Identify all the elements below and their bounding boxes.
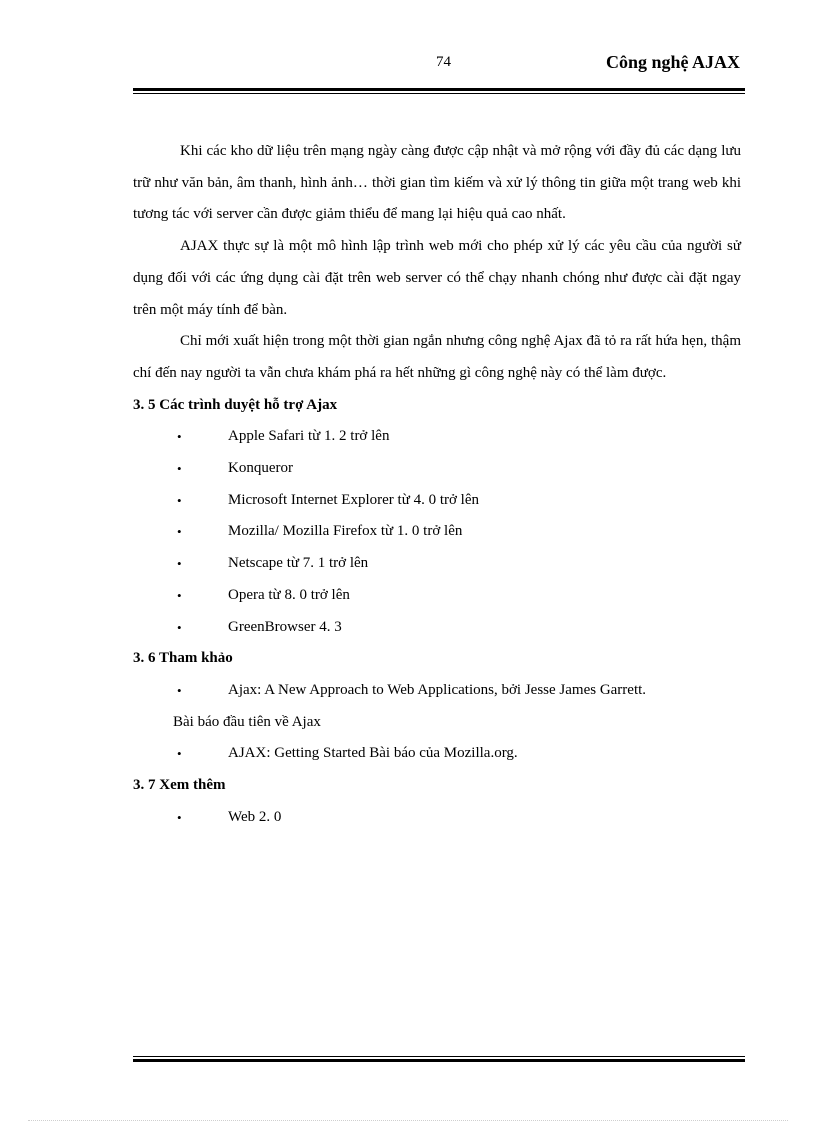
footer-rule-thin	[133, 1056, 745, 1057]
list-item-text: Konqueror	[228, 460, 293, 477]
document-body	[133, 136, 741, 833]
list-item-text: Netscape từ 7. 1 trở lên	[228, 555, 369, 572]
paragraph-2: AJAX thực sự là một mô hình lập trình web mới cho phép xử lý các yêu cầu của người sử dụng đối với các ứng dụng cài đặt trên web server có thể chạy nhanh chóng như được cài đặt ngay trên một máy tính để bàn.	[133, 238, 741, 318]
list-item-text: GreenBrowser 4. 3	[228, 618, 342, 635]
list-item	[133, 421, 741, 453]
see-also-list	[133, 802, 741, 834]
header-rule-thin	[133, 93, 745, 94]
list-item-text: Opera từ 8. 0 trở lên	[228, 586, 350, 603]
list-item	[133, 485, 741, 517]
bullet-icon: •	[177, 492, 182, 508]
list-item	[133, 548, 741, 580]
bullet-icon: •	[177, 429, 182, 445]
bullet-icon: •	[177, 746, 182, 762]
header-title: Công nghệ AJAX	[605, 52, 740, 72]
list-item-text: Web 2. 0	[228, 808, 282, 825]
list-item-text: Mozilla/ Mozilla Firefox từ 1. 0 trở lên	[228, 523, 463, 540]
page-number: 74	[436, 54, 451, 70]
bullet-icon: •	[177, 619, 182, 635]
list-item	[133, 738, 741, 770]
list-item	[133, 802, 741, 834]
header-rule-thick	[133, 88, 745, 91]
reference-list	[133, 675, 741, 707]
footer-rule-thick	[133, 1059, 745, 1062]
list-item-text: Ajax: A New Approach to Web Applications, bởi Jesse James Garrett.	[228, 681, 647, 698]
list-item	[133, 612, 741, 644]
browser-list	[133, 421, 741, 643]
bullet-icon: •	[177, 524, 182, 540]
paragraph-3: Chỉ mới xuất hiện trong một thời gian ngắn nhưng công nghệ Ajax đã tỏ ra rất hứa hẹn, thậm chí đến nay người ta vẫn chưa khám phá ra hết những gì công nghệ này có thể làm được.	[133, 333, 741, 381]
list-item	[133, 516, 741, 548]
section-heading-see-also: 3. 7 Xem thêm	[133, 777, 226, 794]
bullet-icon: •	[177, 556, 182, 572]
bullet-icon: •	[177, 587, 182, 603]
bullet-icon: •	[177, 682, 182, 698]
section-heading-browsers: 3. 5 Các trình duyệt hỗ trợ Ajax	[133, 396, 338, 413]
list-item	[133, 675, 741, 707]
list-item-text: AJAX: Getting Started Bài báo của Mozilla.org.	[228, 745, 518, 762]
bullet-icon: •	[177, 809, 182, 825]
reference-list-2	[133, 738, 741, 770]
list-item-text: Apple Safari từ 1. 2 trở lên	[228, 428, 390, 445]
reference-continuation: Bài báo đầu tiên về Ajax	[173, 713, 321, 730]
section-heading-references: 3. 6 Tham khảo	[133, 650, 233, 667]
list-item	[133, 453, 741, 485]
list-item	[133, 580, 741, 612]
bullet-icon: •	[177, 461, 182, 477]
paragraph-1: Khi các kho dữ liệu trên mạng ngày càng được cập nhật và mở rộng với đầy đủ các dạng lưu trữ như văn bản, âm thanh, hình ảnh… thời gian tìm kiếm và xử lý thông tin giữa một trang web khi tương tác với server cần được giảm thiểu để mang lại hiệu quả cao nhất.	[133, 143, 741, 223]
page-edge-dots	[28, 1120, 788, 1121]
list-item-text: Microsoft Internet Explorer từ 4. 0 trở lên	[228, 491, 479, 508]
